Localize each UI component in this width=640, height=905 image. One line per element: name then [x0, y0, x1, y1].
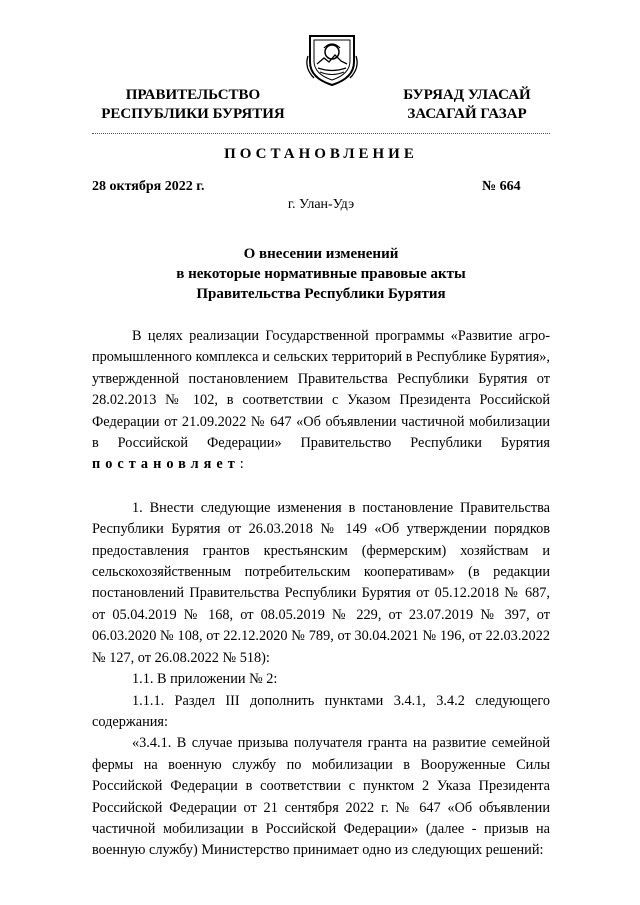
item-1-1-paragraph: 1.1. В приложении № 2:	[132, 671, 278, 688]
preamble-paragraph	[92, 326, 550, 476]
preamble-text: В целях реализации Государственной программы «Развитие агро-промышленного комплекса и сельских территорий в Республике Бурятия», утвержденной постановлением Правительства Республики Бурятия от 28.02.2013 № 102, в соответствии с Указом Президента Российской Федерации от 21.09.2022 № 647 «Об объявлении частичной мобилизации в Российской Федерации» Правительство Республики Бурятия	[92, 328, 550, 452]
header-left-line1: ПРАВИТЕЛЬСТВО	[125, 87, 261, 103]
header-right-line1: БУРЯАД УЛАСАЙ	[403, 87, 531, 103]
item-1-paragraph: 1. Внести следующие изменения в постановление Правительства Республики Бурятия от 26.03.2018 № 149 «Об утверждении порядков предоставления грантов крестьянским (фермерским) хозяйствам и сельскохозяйственным потребительским кооперативам» (в редакции постановлений Правительства Республики Бурятия от 05.12.2018 № 687, от 05.04.2019 № 168, от 08.05.2019 № 229, от 23.07.2019 № 397, от 06.03.2020 № 108, от 22.12.2020 № 789, от 30.04.2021 № 196, от 22.03.2022 № 127, от 26.08.2022 № 518):	[92, 499, 550, 666]
header-divider	[92, 133, 550, 134]
header-left-line2: РЕСПУБЛИКИ БУРЯТИЯ	[101, 106, 285, 122]
title-line2: в некоторые нормативные правовые акты	[176, 266, 466, 282]
document-body	[92, 326, 550, 862]
document-date: 28 октября 2022 г.	[92, 179, 205, 194]
document-place: г. Улан-Удэ	[287, 197, 355, 212]
document-type: ПОСТАНОВЛЕНИЕ	[224, 146, 418, 162]
paragraph-gap	[92, 476, 550, 498]
government-name-bua	[392, 86, 542, 124]
coat-of-arms-icon	[302, 28, 362, 88]
resolves-word: постановляет	[92, 456, 240, 473]
preamble-end: :	[239, 456, 244, 473]
document-title	[92, 244, 550, 304]
item-1-1-1-paragraph: 1.1.1. Раздел III дополнить пунктами 3.4.1, 3.4.2 следующего содержания:	[92, 692, 550, 730]
document-number: № 664	[482, 179, 521, 194]
item-3-4-1-paragraph: «3.4.1. В случае призыва получателя гранта на развитие семейной фермы на военную службу по мобилизации в Вооруженные Силы Российской Федерации в соответствии с пунктом 2 Указа Президента Российской Федерации от 21 сентября 2022 г. № 647 «Об объявлении частичной мобилизации в Российской Федерации» (далее - призыв на военную службу) Министерство принимает одно из следующих решений:	[92, 735, 550, 859]
government-name-ru	[88, 86, 298, 124]
title-line1: О внесении изменений	[243, 246, 399, 262]
header-right-line2: ЗАСАГАЙ ГАЗАР	[407, 106, 527, 122]
title-line3: Правительства Республики Бурятия	[196, 286, 446, 302]
